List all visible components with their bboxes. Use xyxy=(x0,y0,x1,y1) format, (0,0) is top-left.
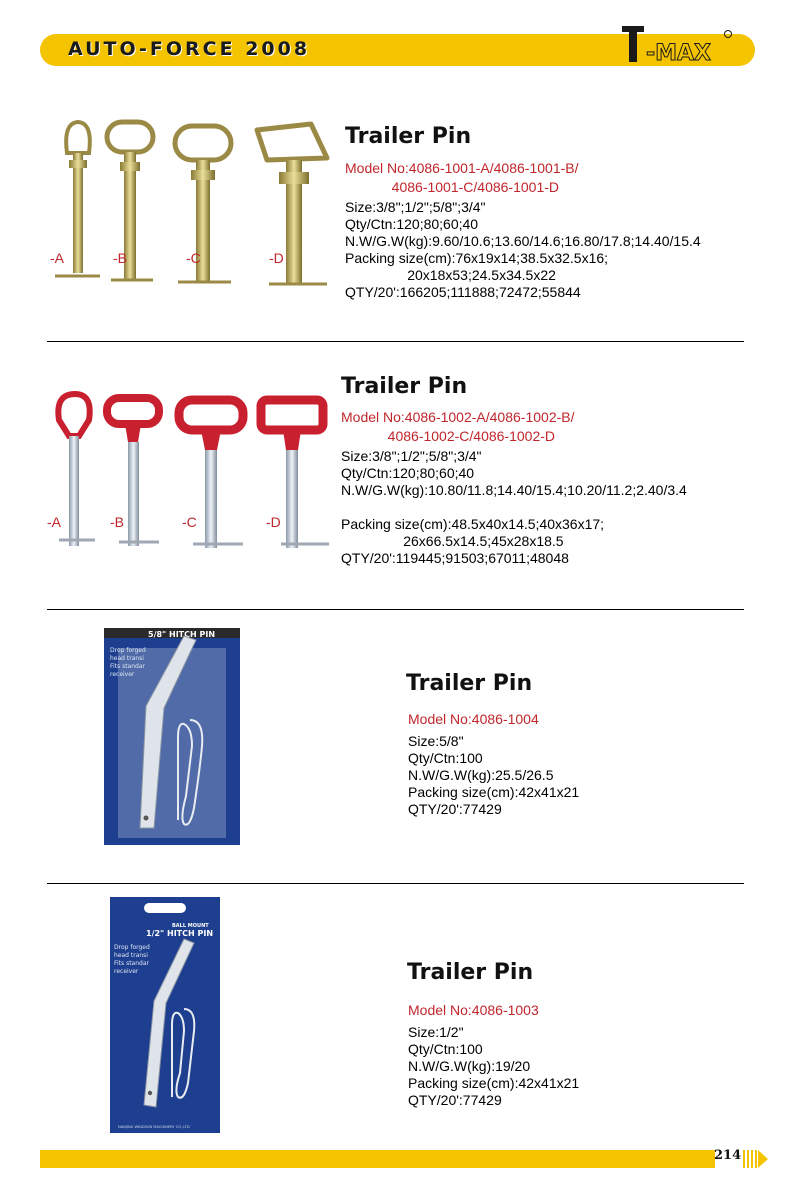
pin-label-d: -D xyxy=(269,250,284,266)
pin-label-c: -C xyxy=(182,514,197,530)
product-specs: Size:5/8" Qty/Ctn:100 N.W/G.W(kg):25.5/26.5 Packing size(cm):42x41x21 QTY/20':77429 xyxy=(408,733,580,817)
pin-label-b: -B xyxy=(113,250,127,266)
trailer-pin-image-1 xyxy=(45,118,335,303)
footer-bar xyxy=(40,1150,715,1168)
product-specs: Size:1/2" Qty/Ctn:100 N.W/G.W(kg):19/20 Packing size(cm):42x41x21 QTY/20':77429 xyxy=(408,1024,580,1108)
svg-text:Fits standar: Fits standar xyxy=(110,663,145,670)
hitch-pin-package-image-1 xyxy=(104,628,240,845)
svg-text:Drop forged: Drop forged xyxy=(114,944,150,951)
arrow-right-icon xyxy=(758,1150,768,1168)
pin-label-c: -C xyxy=(186,250,201,266)
logo-icon xyxy=(620,22,735,68)
svg-text:Drop forged: Drop forged xyxy=(110,647,146,654)
stripes-icon xyxy=(743,1150,757,1168)
svg-text:Fits standar: Fits standar xyxy=(114,960,149,967)
svg-text:receiver: receiver xyxy=(110,671,135,678)
product-title: Trailer Pin xyxy=(341,374,468,399)
product-title: Trailer Pin xyxy=(407,960,534,985)
section-divider xyxy=(47,609,744,610)
model-number: Model No:4086-1001-A/4086-1001-B/ 4086-1001-C/4086-1001-D xyxy=(345,160,579,195)
product-title: Trailer Pin xyxy=(345,124,472,149)
package-header: 5/8" HITCH PIN xyxy=(148,630,216,639)
product-title: Trailer Pin xyxy=(406,671,533,696)
page-number: 214 xyxy=(714,1148,742,1163)
pin-label-a: -A xyxy=(47,514,61,530)
svg-text:NANJING WINDSUN MACHINERY CO.,: NANJING WINDSUN MACHINERY CO.,LTD xyxy=(118,1125,190,1129)
svg-text:head transi: head transi xyxy=(110,655,144,662)
svg-text:head transi: head transi xyxy=(114,952,148,959)
svg-text:-MAX: -MAX xyxy=(646,41,712,66)
section-divider xyxy=(47,341,744,342)
package-header: 1/2" HITCH PIN xyxy=(146,929,214,938)
pin-label-d: -D xyxy=(266,514,281,530)
svg-text:receiver: receiver xyxy=(114,968,139,975)
model-number: Model No:4086-1003 xyxy=(408,1002,539,1018)
trailer-pin-image-2 xyxy=(45,390,335,555)
hitch-pin-package-image-2 xyxy=(110,897,220,1133)
section-divider xyxy=(47,883,744,884)
header-title: AUTO-FORCE 2008 xyxy=(68,38,311,60)
model-number: Model No:4086-1002-A/4086-1002-B/ 4086-1002-C/4086-1002-D xyxy=(341,409,575,444)
model-number: Model No:4086-1004 xyxy=(408,711,539,727)
pin-label-b: -B xyxy=(110,514,124,530)
svg-text:BALL MOUNT: BALL MOUNT xyxy=(172,923,209,929)
pin-label-a: -A xyxy=(50,250,64,266)
product-specs: Size:3/8";1/2";5/8";3/4" Qty/Ctn:120;80;60;40 N.W/G.W(kg):10.80/11.8;14.40/15.4;10.20/11.2;2.40/3.4 Packing size(cm):48.5x40x14.5;40x36x17; 26x66.5x14.5;45x28x18.5 QTY/20':119445;91503;67011;48048 xyxy=(341,448,687,566)
brand-logo xyxy=(620,22,735,68)
product-specs: Size:3/8";1/2";5/8";3/4" Qty/Ctn:120;80;60;40 N.W/G.W(kg):9.60/10.6;13.60/14.6;16.80/17.8;14.40/15.4 Packing size(cm):76x19x14;38.5x32.5x16; 20x18x53;24.5x34.5x22 QTY/20':166205;111888;72472;55844 xyxy=(345,199,701,300)
